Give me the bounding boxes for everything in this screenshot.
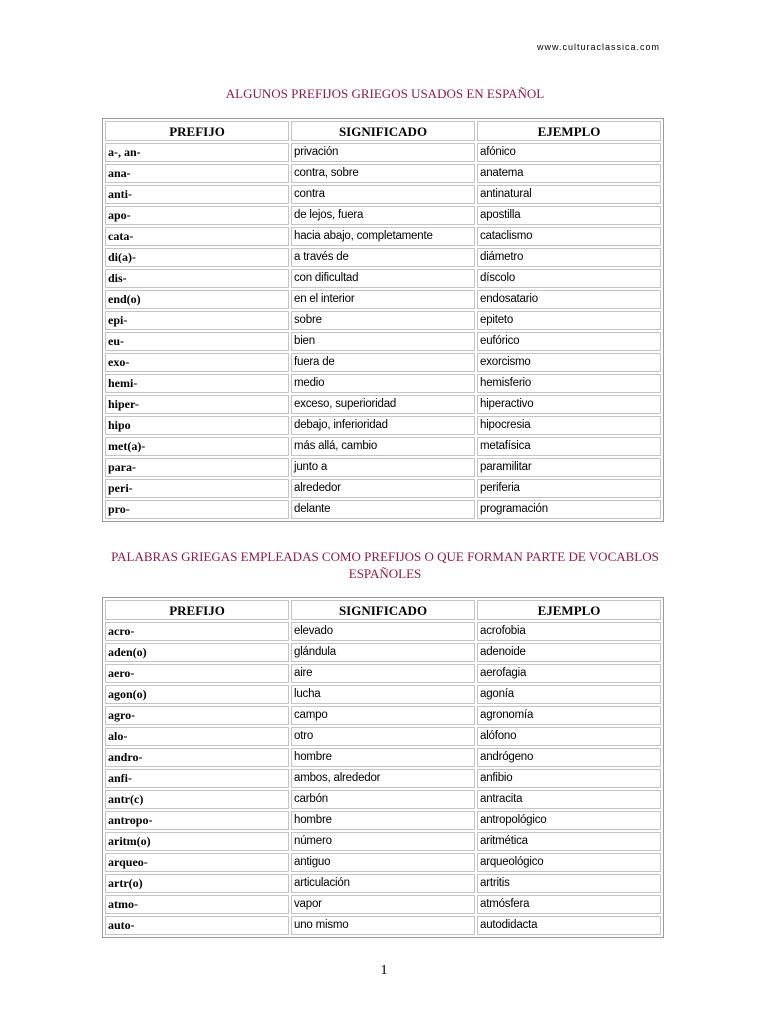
example-cell: metafísica [477,437,661,456]
meaning-cell: uno mismo [291,916,475,935]
table-row [105,416,661,435]
prefix-cell: pro- [105,500,289,519]
prefix-cell: artr(o) [105,874,289,893]
prefix-table-2 [102,597,664,938]
prefix-cell: hipo [105,416,289,435]
prefix-cell: di(a)- [105,248,289,267]
meaning-cell: más allá, cambio [291,437,475,456]
section-title-prefijos-griegos: ALGUNOS PREFIJOS GRIEGOS USADOS EN ESPAÑOL [225,86,545,101]
prefix-cell: a-, an- [105,143,289,162]
table-header-row [105,121,661,141]
example-cell: agonía [477,685,661,704]
table-row [105,832,661,851]
example-cell: antropológico [477,811,661,830]
table-row [105,874,661,893]
meaning-cell: con dificultad [291,269,475,288]
example-cell: atmósfera [477,895,661,914]
prefix-cell: andro- [105,748,289,767]
column-header-ejemplo: EJEMPLO [477,121,661,141]
example-cell: aerofagia [477,664,661,683]
example-cell: autodidacta [477,916,661,935]
meaning-cell: delante [291,500,475,519]
meaning-cell: hacia abajo, completamente [291,227,475,246]
example-cell: exorcismo [477,353,661,372]
table-row [105,437,661,456]
example-cell: afónico [477,143,661,162]
example-cell: periferia [477,479,661,498]
example-cell: díscolo [477,269,661,288]
table-row [105,206,661,225]
meaning-cell: otro [291,727,475,746]
table-row [105,790,661,809]
meaning-cell: contra, sobre [291,164,475,183]
meaning-cell: aire [291,664,475,683]
table-row [105,895,661,914]
example-cell: hipocresia [477,416,661,435]
meaning-cell: a través de [291,248,475,267]
meaning-cell: hombre [291,748,475,767]
table-row [105,332,661,351]
prefix-cell: cata- [105,227,289,246]
table-row [105,706,661,725]
table-header-row [105,600,661,620]
meaning-cell: medio [291,374,475,393]
example-cell: eufórico [477,332,661,351]
table-body [105,622,661,935]
meaning-cell: número [291,832,475,851]
prefix-cell: anfi- [105,769,289,788]
table-row [105,664,661,683]
table-row [105,622,661,641]
column-header-prefijo: PREFIJO [105,121,289,141]
meaning-cell: debajo, inferioridad [291,416,475,435]
prefix-cell: agro- [105,706,289,725]
example-cell: hiperactivo [477,395,661,414]
prefix-cell: met(a)- [105,437,289,456]
prefix-cell: anti- [105,185,289,204]
table-row [105,164,661,183]
prefix-cell: antr(c) [105,790,289,809]
example-cell: antracita [477,790,661,809]
prefix-cell: epi- [105,311,289,330]
example-cell: alófono [477,727,661,746]
prefix-cell: antropo- [105,811,289,830]
page-number: 1 [380,963,388,978]
meaning-cell: bien [291,332,475,351]
example-cell: agronomía [477,706,661,725]
meaning-cell: vapor [291,895,475,914]
table-row [105,769,661,788]
prefix-cell: aden(o) [105,643,289,662]
table-body [105,143,661,519]
meaning-cell: alrededor [291,479,475,498]
column-header-prefijo: PREFIJO [105,600,289,620]
meaning-cell: en el interior [291,290,475,309]
table-row [105,811,661,830]
meaning-cell: campo [291,706,475,725]
example-cell: paramilitar [477,458,661,477]
example-cell: hemisferio [477,374,661,393]
prefix-cell: aero- [105,664,289,683]
table-row [105,143,661,162]
table-row [105,685,661,704]
column-header-significado: SIGNIFICADO [291,600,475,620]
meaning-cell: sobre [291,311,475,330]
meaning-cell: exceso, superioridad [291,395,475,414]
meaning-cell: privación [291,143,475,162]
prefix-cell: eu- [105,332,289,351]
example-cell: acrofobia [477,622,661,641]
prefix-table-1 [102,118,664,522]
table-row [105,353,661,372]
table-row [105,643,661,662]
table-row [105,458,661,477]
column-header-ejemplo: EJEMPLO [477,600,661,620]
site-url: www.culturaclassica.com [536,42,660,52]
table-row [105,727,661,746]
prefix-cell: peri- [105,479,289,498]
prefix-cell: acro- [105,622,289,641]
table-row [105,185,661,204]
table-row [105,248,661,267]
table-row [105,500,661,519]
meaning-cell: glándula [291,643,475,662]
prefix-cell: para- [105,458,289,477]
prefix-cell: arqueo- [105,853,289,872]
example-cell: anfibio [477,769,661,788]
example-cell: epiteto [477,311,661,330]
table-row [105,916,661,935]
example-cell: programación [477,500,661,519]
table-row [105,227,661,246]
meaning-cell: hombre [291,811,475,830]
example-cell: anatema [477,164,661,183]
prefix-cell: ana- [105,164,289,183]
example-cell: cataclismo [477,227,661,246]
column-header-significado: SIGNIFICADO [291,121,475,141]
table-row [105,853,661,872]
table-row [105,395,661,414]
meaning-cell: elevado [291,622,475,641]
prefix-cell: exo- [105,353,289,372]
meaning-cell: contra [291,185,475,204]
prefix-cell: auto- [105,916,289,935]
meaning-cell: junto a [291,458,475,477]
meaning-cell: articulación [291,874,475,893]
example-cell: adenoide [477,643,661,662]
table-row [105,748,661,767]
example-cell: arqueológico [477,853,661,872]
meaning-cell: carbón [291,790,475,809]
prefix-cell: alo- [105,727,289,746]
example-cell: diámetro [477,248,661,267]
prefix-cell: dis- [105,269,289,288]
meaning-cell: lucha [291,685,475,704]
example-cell: endosatario [477,290,661,309]
example-cell: apostilla [477,206,661,225]
prefix-cell: end(o) [105,290,289,309]
prefix-cell: apo- [105,206,289,225]
meaning-cell: de lejos, fuera [291,206,475,225]
table-row [105,374,661,393]
meaning-cell: ambos, alrededor [291,769,475,788]
table-row [105,290,661,309]
prefix-cell: agon(o) [105,685,289,704]
prefix-cell: aritm(o) [105,832,289,851]
prefix-cell: hemi- [105,374,289,393]
example-cell: aritmética [477,832,661,851]
example-cell: artritis [477,874,661,893]
table-row [105,311,661,330]
meaning-cell: fuera de [291,353,475,372]
prefix-cell: hiper- [105,395,289,414]
table-row [105,479,661,498]
example-cell: antinatural [477,185,661,204]
table-row [105,269,661,288]
section-title-palabras-griegas: PALABRAS GRIEGAS EMPLEADAS COMO PREFIJOS O QUE FORMAN PARTE DE VOCABLOS ESPAÑOLES [111,549,659,581]
meaning-cell: antiguo [291,853,475,872]
prefix-cell: atmo- [105,895,289,914]
example-cell: andrógeno [477,748,661,767]
